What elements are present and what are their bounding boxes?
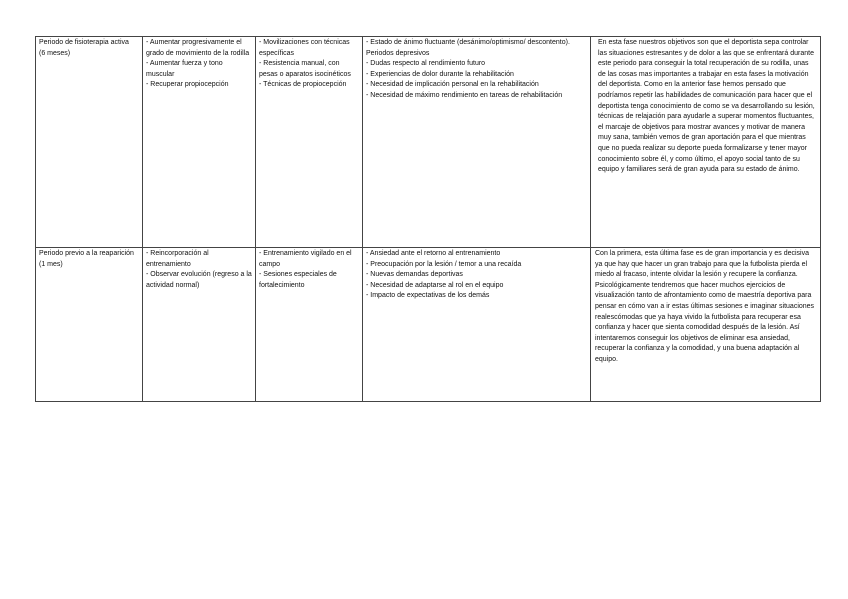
psych-item: - Impacto de expectativas de los demás [366, 292, 490, 300]
commentary-text: En esta fase nuestros objetivos son que el deportista sepa controlar las situaciones estresantes y de dolor a las que se enfrentará durante este periodo para conseguir la total recuperación de su rodilla, unas de las cosas mas importantes a trabajar en esta fases la motivación del deportista. Como en la anterior fase hemos pensado que podríamos repetir las habilidades de comunicación para hacer que el deportista tenga conocimiento de como se va desarrollando su lesión, técnicas de relajación para ayudarle a superar momentos fluctuantes, el marcaje de objetivos para mostrar avances y motivar de manera muy sana, también vemos de gran aportación para el que mientras que no pueda realizar su deporte pueda formalizarse y tener mayor conocimiento sobre él, y como último, el apoyo social tanto de su equipo y familiares será de gran ayuda para su estado de ánimo. [598, 39, 815, 174]
techniques-cell [256, 37, 363, 248]
psych-item: - Necesidad de adaptarse al rol en el equipo [366, 281, 504, 289]
psych-item: - Necesidad de máximo rendimiento en tareas de rehabilitación [366, 91, 563, 99]
objective-item: - Reincorporación al entrenamiento [146, 250, 209, 268]
objective-item: - Aumentar progresivamente el grado de movimiento de la rodilla [146, 39, 250, 57]
psych-item: - Nuevas demandas deportivas [366, 271, 463, 279]
psych-aspects-cell [363, 37, 591, 248]
technique-item: - Técnicas de propiocepción [259, 81, 347, 89]
period-label: Periodo de fisioterapia activa [39, 39, 129, 46]
psych-item: - Dudas respecto al rendimiento futuro [366, 60, 486, 68]
objectives-cell [143, 248, 256, 402]
psych-item: - Preocupación por la lesión / temor a una recaída [366, 260, 522, 268]
period-cell [36, 37, 143, 248]
period-cell [36, 248, 143, 402]
table-row [36, 248, 821, 402]
commentary-cell [591, 248, 821, 402]
objective-item: - Aumentar fuerza y tono muscular [146, 60, 223, 78]
period-duration: (6 meses) [39, 49, 71, 57]
table-row [36, 37, 821, 248]
technique-item: - Entrenamiento vigilado en el campo [259, 250, 352, 268]
objective-item: - Observar evolución (regreso a la actividad normal) [146, 271, 252, 289]
objectives-cell [143, 37, 256, 248]
technique-item: - Movilizaciones con técnicas específicas [259, 39, 350, 57]
technique-item: - Resistencia manual, con pesas o aparatos isocinéticos [259, 60, 351, 78]
psych-item: - Estado de ánimo fluctuante (desánimo/optimismo/ descontento). Periodos depresivos [366, 39, 570, 57]
psych-item: - Ansiedad ante el retorno al entrenamiento [366, 250, 501, 257]
techniques-cell [256, 248, 363, 402]
commentary-cell [591, 37, 821, 248]
psych-item: - Necesidad de implicación personal en la rehabilitación [366, 81, 539, 89]
psych-item: - Experiencias de dolor durante la rehabilitación [366, 70, 514, 78]
psych-aspects-cell [363, 248, 591, 402]
objective-item: - Recuperar propiocepción [146, 81, 229, 89]
period-label: Periodo previo a la reaparición (1 mes) [39, 250, 134, 268]
commentary-text: Con la primera, esta última fase es de gran importancia y es decisiva ya que hay que hacer un gran trabajo para que la futbolista pierda el miedo al fracaso, intente olvidar la lesión y recupere la confianza. Psicológicamente tendremos que hacer muchos ejercicios de visualización tanto de afrontamiento como de maestría deportiva para pensar en cómo van a ir estas últimas sesiones e imaginar situaciones realescómodas que ya haya vivido la futbolista para recuperar esa confianza y hacer que sienta comodidad después de la lesión. Así intentaremos conseguir los objetivos de eliminar esa ansiedad, recuperar la confianza y la comodidad, y una buena adaptación al equipo. [595, 250, 815, 363]
technique-item: - Sesiones especiales de fortalecimiento [259, 271, 337, 289]
rehabilitation-phases-table [35, 36, 821, 402]
